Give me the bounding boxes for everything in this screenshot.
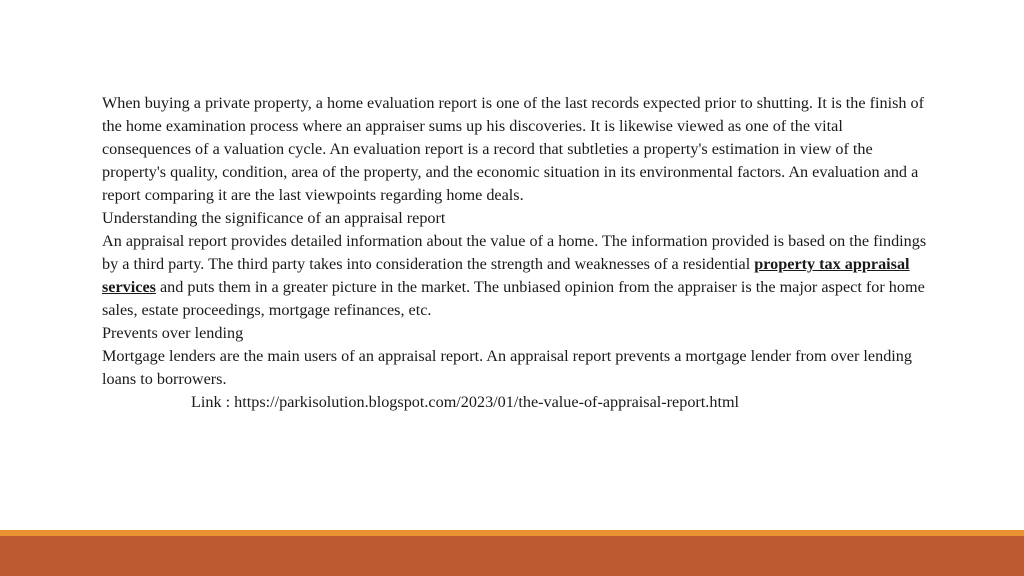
section-heading-over-lending: Prevents over lending	[102, 324, 244, 342]
section-heading-significance: Understanding the significance of an appraisal report	[102, 209, 446, 227]
appraisal-text-before: An appraisal report provides detailed information about the value of a home. The information provided is based on the findings by a third party. The third party takes into consideration the strength and weaknesses of a residential	[102, 232, 927, 273]
footer-bar	[0, 536, 1024, 576]
appraisal-text-after: and puts them in a greater picture in the market. The unbiased opinion from the appraiser is the major aspect for home sales, estate proceedings, mortgage refinances, etc.	[102, 278, 925, 319]
appraisal-paragraph	[102, 230, 932, 322]
lending-paragraph: Mortgage lenders are the main users of an appraisal report. An appraisal report prevents a mortgage lender from over lending loans to borrowers.	[102, 347, 912, 388]
property-tax-appraisal-link[interactable]: property tax appraisal services	[102, 255, 910, 296]
slide-body	[102, 92, 932, 414]
intro-paragraph: When buying a private property, a home evaluation report is one of the last records expected prior to shutting. It is the finish of the home examination process where an appraiser sums up his discoveries. It is likewise viewed as one of the vital consequences of a valuation cycle. An evaluation report is a record that subtleties a property's estimation in view of the property's quality, condition, area of the property, and the economic situation in its environmental factors. An evaluation and a report comparing it are the last viewpoints regarding home deals.	[102, 94, 925, 204]
source-link-line: Link : https://parkisolution.blogspot.com/2023/01/the-value-of-appraisal-report.html	[191, 393, 740, 411]
